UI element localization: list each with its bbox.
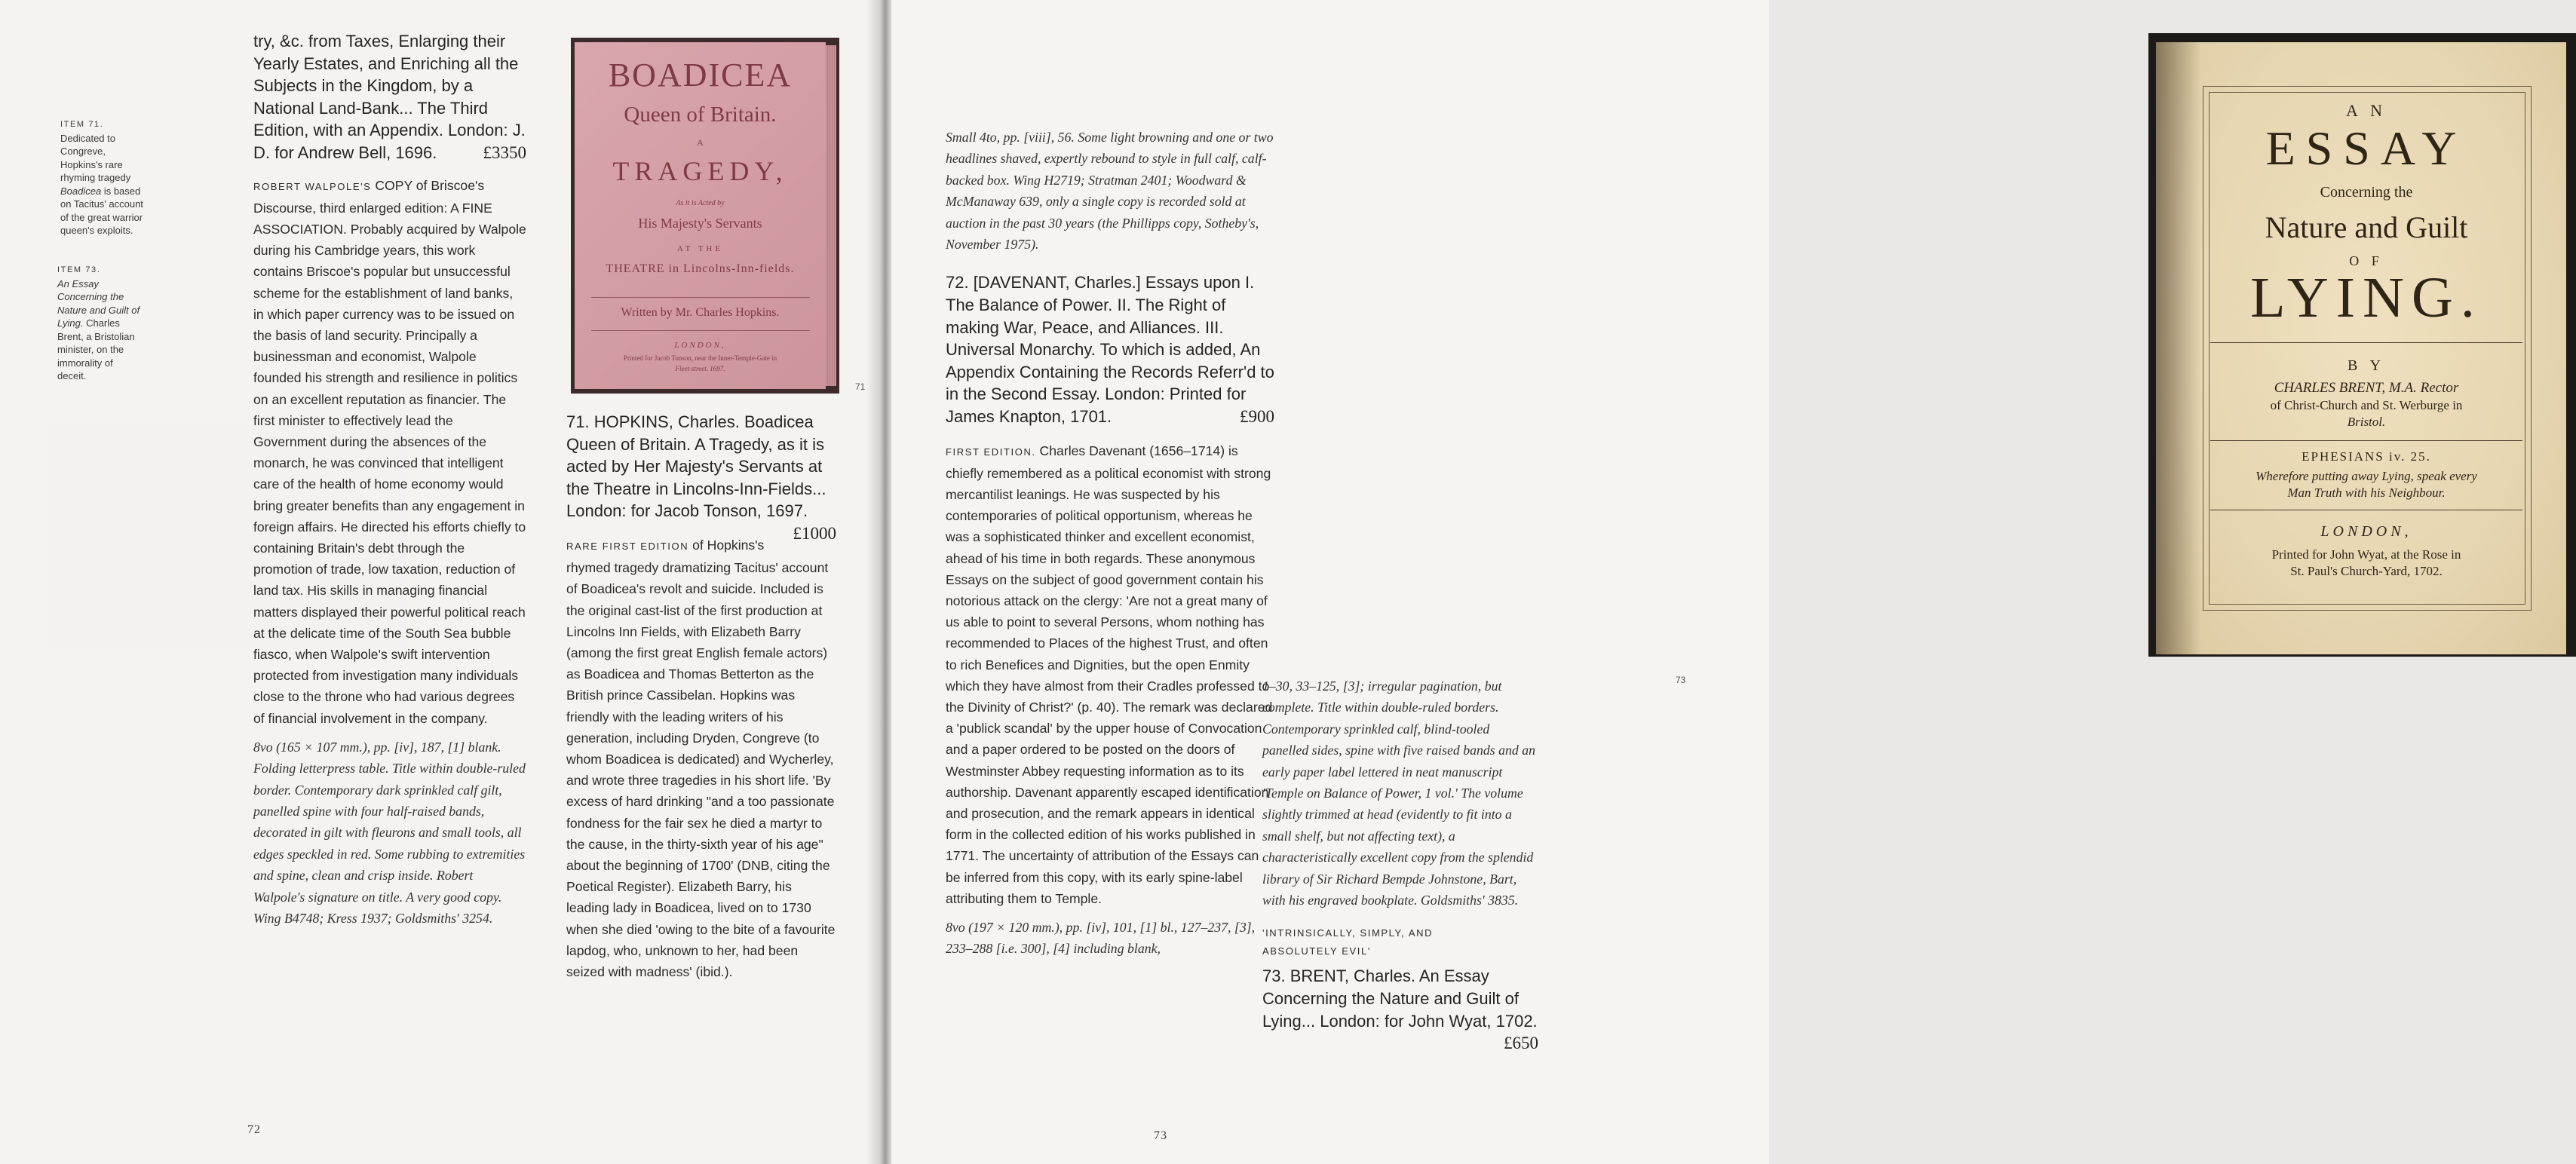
quote-caption: 'INTRINSICALLY, SIMPLY, AND ABSOLUTELY EVIL' <box>1262 927 1434 957</box>
tp-acted: As it is Acted by <box>676 199 725 207</box>
essay-title-page-image <box>2148 33 2576 657</box>
item-72-heading <box>946 271 1274 427</box>
continued-title-text: try, &c. from Taxes, Enlarging their Yearly Estates, and Enriching all the Subjects in the Kingdom, by a National Land-Bank... The Third Edition, with an Appendix. London: J. D. for Andrew Bell, 1696. <box>253 32 526 162</box>
sidenote-text: Dedicated to Congreve, Hopkins's rare rhyming tragedy <box>60 132 131 183</box>
sidenote-italic: Boadicea <box>60 185 102 197</box>
sidenote-item-71 <box>60 117 145 237</box>
margin-number: 71 <box>855 381 866 392</box>
collation-item-73: 1–30, 33–125, [3]; irregular pagination, but complete. Title within double-ruled borders. Contemporary sprinkled calf, blind-tooled panelled sides, spine with five raised bands and an early paper label lettered in neat manuscript 'Temple on Balance of Power, 1 vol.' The volume slightly trimmed at head (evidently to fit into a small shelf, but not affecting text), a characteristically excellent copy from the splendid library of Sir Richard Bempde Johnstone, Bart, with his engraved bookplate. Goldsmiths' 3835. <box>1262 678 1536 908</box>
price-item-72: £900 <box>1240 407 1274 426</box>
tp-london: LONDON, <box>2320 523 2412 540</box>
boadicea-title-page-image <box>571 38 839 394</box>
price-item-70: £3350 <box>483 142 526 162</box>
walpole-lead: ROBERT WALPOLE'S <box>253 180 372 192</box>
tp-an: A N <box>2345 101 2387 120</box>
collation-item-72: 8vo (197 × 120 mm.), pp. [iv], 101, [1] bl., 127–237, [3], 233–288 [i.e. 300], [4] including blank, <box>946 920 1256 957</box>
price-item-71: £1000 <box>793 523 836 543</box>
left-page <box>0 0 882 1164</box>
item-72-lead: FIRST EDITION. <box>946 446 1036 458</box>
tp-of: O F <box>2349 253 2384 268</box>
tp-nature: Nature and Guilt <box>2265 210 2468 244</box>
sidenote-label: ITEM 73. <box>57 265 101 274</box>
item-71-column <box>566 411 836 982</box>
tp-title: BOADICEA <box>608 57 793 93</box>
tp-author-3: Bristol. <box>2347 415 2386 429</box>
fore-edge <box>826 45 836 386</box>
item-72-title: 72. [DAVENANT, Charles.] Essays upon I. The Balance of Power. II. The Right of making War, Peace, and Alliances. III. Universal Monarchy. To which is added, An Appendix Containing the Records Referr'd to in the Second Essay. London: Printed for James Knapton, 1701. <box>946 273 1274 426</box>
sidenote-item-73 <box>57 262 142 383</box>
sidenote-text: is based on Tacitus' account of the great warrior queen's exploits. <box>60 185 143 236</box>
item-73-heading <box>1262 965 1538 1053</box>
tp-theatre: THEATRE in Lincolns-Inn-fields. <box>606 262 795 275</box>
tp-rule <box>591 297 810 298</box>
title-page-sheet <box>575 42 826 389</box>
item-71-description <box>566 535 836 982</box>
tp-rule <box>2210 440 2522 441</box>
tp-by: B Y <box>2347 357 2386 374</box>
tp-tragedy: TRAGEDY, <box>612 156 788 186</box>
tp-author-2: of Christ-Church and St. Werburge in <box>2270 398 2463 412</box>
tp-lying: LYING. <box>2250 266 2482 329</box>
continued-title <box>253 30 526 164</box>
item-73-column <box>1262 675 1538 1055</box>
collation-item-71: Small 4to, pp. [viii], 56. Some light browning and one or two headlines shaved, expertly rebound to style in full calf, calf-backed box. Wing H2719; Stratman 2401; Woodward & McManaway 639, only a single copy is recorded sold at auction in the past 30 years (the Phillipps copy, Sotheby's, November 1975). <box>946 130 1274 253</box>
tp-printed-1: Printed for John Wyat, at the Rose in <box>2271 547 2461 562</box>
tp-ephesians: EPHESIANS iv. 25. <box>2302 449 2431 464</box>
tp-printed-1: Printed for Jacob Tonson, near the Inner-Temple-Gate in <box>623 354 777 362</box>
binding-shadow <box>2156 42 2201 654</box>
tp-concerning: Concerning the <box>2320 184 2413 201</box>
tp-rule <box>2210 342 2522 343</box>
tp-subtitle: Queen of Britain. <box>624 103 777 127</box>
tp-written: Written by Mr. Charles Hopkins. <box>621 306 780 319</box>
item-71-lead: RARE FIRST EDITION <box>566 540 689 552</box>
tp-essay: ESSAY <box>2265 121 2467 175</box>
item-71-title: 71. HOPKINS, Charles. Boadicea Queen of Britain. A Tragedy, as it is acted by Her Majesty's Servants at the Theatre in Lincolns-Inn-Fields... London: for Jacob Tonson, 1697. <box>566 412 826 521</box>
item-73-title: 73. BRENT, Charles. An Essay Concerning the Nature and Guilt of Lying... London: for John Wyat, 1702. <box>1262 966 1538 1031</box>
tp-a: A <box>697 137 704 148</box>
tp-at-the: AT THE <box>676 244 724 253</box>
tp-quote-2: Man Truth with his Neighbour. <box>2287 486 2446 500</box>
title-page-sheet <box>2156 42 2566 654</box>
right-page <box>891 0 2482 1164</box>
tp-printed-2: St. Paul's Church-Yard, 1702. <box>2290 564 2443 578</box>
price-item-73: £650 <box>1504 1034 1538 1053</box>
tp-rule <box>591 330 810 331</box>
tp-servants: His Majesty's Servants <box>638 216 762 231</box>
sidenote-italic: An Essay Concerning the Nature and Guilt of Lying. <box>57 277 140 329</box>
left-column <box>253 30 526 930</box>
sidenote-text: Charles Brent, a Bristolian minister, on the immorality of deceit. <box>57 317 135 381</box>
margin-number: 73 <box>1676 675 1686 685</box>
tp-author: CHARLES BRENT, M.A. Rector <box>2274 380 2459 396</box>
item-72-description <box>946 440 1274 909</box>
item-71-text: of Hopkins's rhymed tragedy dramatizing Tacitus' account of Boadicea's revolt and suicide. Included is the original cast-list of the first production at Lincolns Inn Fields, with Elizabeth Barry (among the first great English female actors) as Boadicea and Thomas Betterton as the British prince Cassibelan. Hopkins was friendly with the leading writers of his generation, including Dryden, Congreve (to whom Boadicea is dedicated) and Wycherley, and wrote three tragedies in his short life. 'By excess of hard drinking "and a too passionate fondness for the fair sex he died a martyr to the cause, in the thirty-sixth year of his age" about the beginning of 1700' (DNB, citing the Poetical Register). Elizabeth Barry, his leading lady in Boadicea, lived on to 1730 when she died 'owing to the bite of a favourite lapdog, who, unknown to her, had been seized with madness' (ibid.). <box>566 537 836 980</box>
tp-printed-2: Fleet-street. 1697. <box>675 365 725 372</box>
tp-quote-1: Wherefore putting away Lying, speak every <box>2256 469 2477 483</box>
walpole-paragraph <box>253 175 526 729</box>
folio-right: 73 <box>1154 1129 1167 1142</box>
collation-item-70: 8vo (165 × 107 mm.), pp. [iv], 187, [1] blank. Folding letterpress table. Title within double-ruled border. Contemporary dark sprinkled calf gilt, panelled spine with four half-raised bands, decorated in gilt with fleurons and small tools, all edges speckled in red. Some rubbing to extremities and spine, clean and crisp inside. Robert Walpole's signature on title. A very good copy. Wing B4748; Kress 1937; Goldsmiths' 3254. <box>253 739 526 927</box>
folio-left: 72 <box>247 1123 261 1136</box>
item-71-heading <box>566 411 836 543</box>
sidenote-label: ITEM 71. <box>60 120 104 129</box>
right-column <box>946 127 1274 960</box>
item-72-text: Charles Davenant (1656–1714) is chiefly remembered as a political economist with strong mercantilist leanings. He was suspected by his contemporaries of political opportunism, whereas he was a sophisticated thinker and excellent economist, ahead of his time in both regards. These anonymous Essays on the subject of good government contain his notorious attack on the clergy: 'Are not a great many of us able to point to several Persons, whom nothing has recommended to Places of the highest Trust, and often to rich Benefices and Dignities, but the open Enmity which they have almost from their Cradles professed to the Divinity of Christ?' (p. 40). The remark was declared a 'publick scandal' by the upper house of Convocation and a paper ordered to be posted on the doors of Westminster Abbey requesting information as to its authorship. Davenant apparently escaped identification and prosecution, and the remark appears in identical form in the collected edition of his works published in 1771. The uncertainty of attribution of the Essays can be inferred from this copy, with its early spine-label attributing them to Temple. <box>946 443 1273 906</box>
tp-london: LONDON, <box>674 341 726 350</box>
walpole-text: COPY of Briscoe's Discourse, third enlarged edition: A FINE ASSOCIATION. Probably acquired by Walpole during his Cambridge years, this work contains Briscoe's popular but unsuccessful scheme for the establishment of land banks, in which paper currency was to be issued on the basis of land security. Principally a businessman and economist, Walpole founded his strength and resilience in politics on an excellent reputation as financier. The first minister to effectively lead the Government during the absences of the monarch, he was convinced that intelligent care of the health of home economy would bring greater benefits than any engagement in foreign affairs. He directed his efforts chiefly to containing Britain's debt through the promotion of trade, low taxation, reduction of land tax. His skills in managing financial matters displayed their powerful political reach at the delicate time of the South Sea bubble fiasco, when Walpole's swift intervention protected from investigation many individuals close to the throne who had various degrees of financial involvement in the company. <box>253 177 526 726</box>
